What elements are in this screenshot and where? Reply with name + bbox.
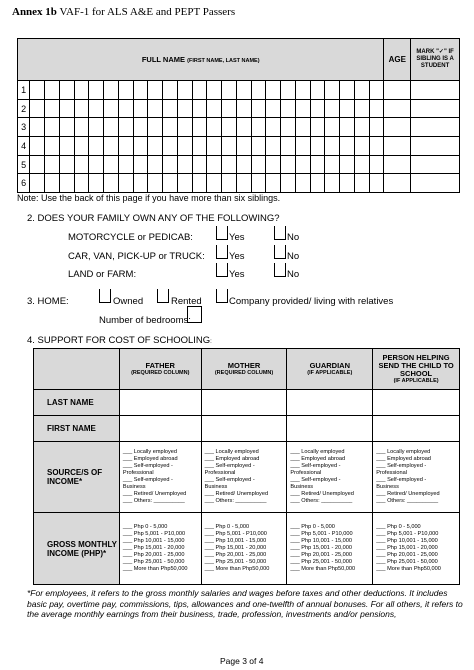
name-letter-box[interactable] — [163, 155, 178, 174]
income-source-option[interactable]: ___ Self-employed - — [122, 477, 173, 483]
helper-last-name-cell[interactable] — [373, 390, 460, 416]
name-letter-box[interactable] — [133, 118, 148, 137]
name-letter-box[interactable] — [192, 174, 207, 193]
name-letter-box[interactable] — [369, 118, 384, 137]
name-letter-box[interactable] — [104, 137, 119, 156]
name-letter-box[interactable] — [281, 155, 296, 174]
name-letter-box[interactable] — [89, 99, 104, 118]
name-letter-box[interactable] — [354, 155, 369, 174]
income-bracket-option[interactable]: ___ Php 5,001 - P10,000 — [204, 531, 267, 537]
name-letter-box[interactable] — [281, 99, 296, 118]
income-bracket-option[interactable]: ___ Php 10,001 - 15,000 — [290, 538, 352, 544]
name-letter-box[interactable] — [30, 81, 45, 100]
name-letter-box[interactable] — [369, 137, 384, 156]
name-letter-box[interactable] — [222, 174, 237, 193]
student-mark-cell[interactable] — [411, 137, 460, 156]
name-letter-box[interactable] — [45, 99, 60, 118]
name-letter-box[interactable] — [236, 174, 251, 193]
motorcycle-no-checkbox[interactable] — [274, 226, 286, 240]
name-letter-box[interactable] — [222, 81, 237, 100]
name-letter-box[interactable] — [59, 118, 74, 137]
mother-column-header: MOTHER (REQUIRED COLUMN) — [201, 349, 287, 390]
name-letter-box[interactable] — [192, 99, 207, 118]
name-letter-box[interactable] — [118, 155, 133, 174]
name-letter-box[interactable] — [222, 155, 237, 174]
name-letter-box[interactable] — [295, 137, 310, 156]
yes-label: Yes — [229, 251, 245, 262]
mother-last-name-cell[interactable] — [201, 390, 287, 416]
sibling-row-number: 1 — [18, 81, 30, 100]
q2-title: 2. DOES YOUR FAMILY OWN ANY OF THE FOLLOWING? — [27, 213, 280, 224]
bedrooms-input[interactable] — [187, 306, 202, 323]
sibling-row — [18, 137, 460, 156]
age-cell[interactable] — [384, 99, 411, 118]
q2-item-land: LAND or FARM: — [68, 269, 137, 280]
name-letter-box[interactable] — [236, 137, 251, 156]
name-letter-box[interactable] — [281, 118, 296, 137]
name-letter-box[interactable] — [89, 118, 104, 137]
name-letter-box[interactable] — [104, 81, 119, 100]
sibling-row-number: 4 — [18, 137, 30, 156]
income-source-option[interactable]: ___ Locally employed — [122, 449, 177, 455]
no-label: No — [287, 251, 300, 262]
income-bracket-option[interactable]: ___ Php 15,001 - 20,000 — [376, 545, 438, 551]
income-bracket-option[interactable]: ___ Php 20,001 - 25,000 — [204, 552, 267, 558]
name-letter-box[interactable] — [310, 137, 325, 156]
home-company-checkbox[interactable] — [216, 289, 228, 303]
income-source-option[interactable]: Business — [376, 484, 399, 490]
name-letter-box[interactable] — [89, 155, 104, 174]
income-bracket-option[interactable]: ___ Php 10,001 - 15,000 — [376, 538, 438, 544]
name-letter-box[interactable] — [207, 81, 222, 100]
helper-first-name-cell[interactable] — [373, 416, 460, 442]
name-letter-box[interactable] — [163, 137, 178, 156]
name-letter-box[interactable] — [148, 137, 163, 156]
income-source-option[interactable]: Professional — [376, 470, 407, 476]
income-source-option[interactable]: ___ Employed abroad — [122, 456, 178, 462]
name-letter-box[interactable] — [133, 155, 148, 174]
first-name-row — [34, 416, 460, 442]
name-letter-box[interactable] — [45, 155, 60, 174]
student-mark-cell[interactable] — [411, 174, 460, 193]
name-letter-box[interactable] — [118, 81, 133, 100]
name-letter-box[interactable] — [74, 99, 89, 118]
income-bracket-option[interactable]: ___ Php 10,001 - 15,000 — [122, 538, 185, 544]
student-mark-cell[interactable] — [411, 81, 460, 100]
name-letter-box[interactable] — [369, 81, 384, 100]
first-name-label: FIRST NAME — [34, 416, 120, 442]
name-letter-box[interactable] — [251, 118, 266, 137]
mother-first-name-cell[interactable] — [201, 416, 287, 442]
full-name-header: FULL NAME (FIRST NAME, LAST NAME) — [18, 39, 384, 81]
sibling-row-number: 5 — [18, 155, 30, 174]
name-letter-box[interactable] — [148, 155, 163, 174]
page-number: Page 3 of 4 — [220, 656, 264, 666]
motorcycle-yes-checkbox[interactable] — [216, 226, 228, 240]
income-bracket-option[interactable]: ___ Php 5,001 - P10,000 — [376, 531, 439, 537]
father-first-name-cell[interactable] — [119, 416, 201, 442]
name-letter-box[interactable] — [59, 81, 74, 100]
name-letter-box[interactable] — [340, 155, 355, 174]
name-letter-box[interactable] — [30, 99, 45, 118]
name-letter-box[interactable] — [192, 137, 207, 156]
income-bracket-option[interactable]: ___ Php 0 - 5,000 — [290, 524, 335, 530]
name-letter-box[interactable] — [74, 81, 89, 100]
name-letter-box[interactable] — [325, 174, 340, 193]
last-name-row — [34, 390, 460, 416]
name-letter-box[interactable] — [177, 155, 192, 174]
income-source-option[interactable]: ___ Retired/ Unemployed — [376, 491, 440, 497]
sibling-row — [18, 174, 460, 193]
income-source-option[interactable]: ___ Others: __________ — [290, 498, 353, 504]
annex-title: Annex 1b VAF-1 for ALS A&E and PEPT Passers — [12, 6, 236, 18]
income-bracket-option[interactable]: ___ Php 0 - 5,000 — [204, 524, 250, 530]
income-source-option[interactable]: ___ Others: __________ — [122, 498, 185, 504]
name-letter-box[interactable] — [295, 174, 310, 193]
siblings-note: Note: Use the back of this page if you have more than six siblings. — [17, 193, 281, 203]
name-letter-box[interactable] — [340, 137, 355, 156]
name-letter-box[interactable] — [74, 174, 89, 193]
no-label: No — [287, 232, 300, 243]
income-bracket-option[interactable]: ___ Php 25,001 - 50,000 — [204, 559, 267, 565]
income-source-option[interactable]: ___ Self-employed - — [290, 463, 341, 469]
income-bracket-option[interactable]: ___ Php 25,001 - 50,000 — [290, 559, 352, 565]
name-letter-box[interactable] — [325, 137, 340, 156]
name-letter-box[interactable] — [222, 137, 237, 156]
income-source-option[interactable]: Business — [290, 484, 314, 490]
yes-label: Yes — [229, 232, 245, 243]
name-letter-box[interactable] — [89, 81, 104, 100]
car-no-checkbox[interactable] — [274, 245, 286, 259]
name-letter-box[interactable] — [310, 99, 325, 118]
name-letter-box[interactable] — [236, 118, 251, 137]
income-source-option[interactable]: ___ Self-employed - — [204, 463, 255, 469]
name-letter-box[interactable] — [222, 118, 237, 137]
last-name-label: LAST NAME — [34, 390, 120, 416]
name-letter-box[interactable] — [354, 118, 369, 137]
name-letter-box[interactable] — [118, 99, 133, 118]
name-letter-box[interactable] — [30, 118, 45, 137]
income-source-option[interactable]: ___ Self-employed - — [122, 463, 173, 469]
father-column-header: FATHER (REQUIRED COLUMN) — [119, 349, 201, 390]
gross-income-label: GROSS MONTHLY INCOME (PHP)* — [34, 513, 120, 585]
land-yes-checkbox[interactable] — [216, 263, 228, 277]
home-company-label: Company provided/ living with relatives — [229, 296, 394, 307]
name-letter-box[interactable] — [118, 174, 133, 193]
name-letter-box[interactable] — [340, 174, 355, 193]
name-letter-box[interactable] — [74, 155, 89, 174]
name-letter-box[interactable] — [266, 118, 281, 137]
income-bracket-option[interactable]: ___ Php 5,001 - P10,000 — [290, 531, 353, 537]
income-source-option[interactable]: Professional — [204, 470, 236, 476]
name-letter-box[interactable] — [354, 174, 369, 193]
yes-label: Yes — [229, 269, 245, 280]
mother-source-options[interactable] — [201, 442, 287, 513]
income-source-option[interactable]: ___ Employed abroad — [204, 456, 260, 462]
support-table-header — [34, 349, 460, 390]
name-letter-box[interactable] — [266, 155, 281, 174]
source-of-income-label: SOURCE/S OF INCOME* — [34, 442, 120, 513]
income-source-option[interactable]: ___ Self-employed - — [376, 463, 427, 469]
income-bracket-option[interactable]: ___ More than Php50,000 — [122, 566, 188, 572]
name-letter-box[interactable] — [354, 99, 369, 118]
name-letter-box[interactable] — [295, 155, 310, 174]
name-letter-box[interactable] — [177, 174, 192, 193]
name-letter-box[interactable] — [266, 174, 281, 193]
name-letter-box[interactable] — [133, 99, 148, 118]
name-letter-box[interactable] — [74, 118, 89, 137]
income-source-option[interactable]: Professional — [122, 470, 154, 476]
age-header: AGE — [384, 39, 411, 81]
name-letter-box[interactable] — [133, 81, 148, 100]
name-letter-box[interactable] — [118, 137, 133, 156]
income-bracket-option[interactable]: ___ Php 15,001 - 20,000 — [290, 545, 352, 551]
name-letter-box[interactable] — [118, 118, 133, 137]
name-letter-box[interactable] — [354, 81, 369, 100]
name-letter-box[interactable] — [148, 99, 163, 118]
sibling-row-number: 3 — [18, 118, 30, 137]
income-bracket-option[interactable]: ___ Php 20,001 - 25,000 — [376, 552, 438, 558]
father-last-name-cell[interactable] — [119, 390, 201, 416]
name-letter-box[interactable] — [59, 137, 74, 156]
sibling-row-number: 6 — [18, 174, 30, 193]
income-source-option[interactable]: ___ Locally employed — [376, 449, 431, 455]
q2-item-motorcycle: MOTORCYCLE or PEDICAB: — [68, 232, 193, 243]
name-letter-box[interactable] — [251, 99, 266, 118]
income-bracket-option[interactable]: ___ Php 5,001 - P10,000 — [122, 531, 186, 537]
income-source-option[interactable]: ___ Retired/ Unemployed — [290, 491, 354, 497]
name-letter-box[interactable] — [325, 155, 340, 174]
income-bracket-option[interactable]: ___ Php 20,001 - 25,000 — [122, 552, 185, 558]
name-letter-box[interactable] — [369, 174, 384, 193]
income-source-option[interactable]: ___ Employed abroad — [290, 456, 346, 462]
name-letter-box[interactable] — [163, 81, 178, 100]
father-source-options[interactable] — [119, 442, 201, 513]
no-label: No — [287, 269, 300, 280]
age-cell[interactable] — [384, 155, 411, 174]
name-letter-box[interactable] — [222, 99, 237, 118]
name-letter-box[interactable] — [281, 81, 296, 100]
income-bracket-option[interactable]: ___ Php 0 - 5,000 — [122, 524, 168, 530]
guardian-first-name-cell[interactable] — [287, 416, 373, 442]
q2-item-car: CAR, VAN, PICK-UP or TRUCK: — [68, 251, 205, 262]
income-source-option[interactable]: Business — [122, 484, 146, 490]
name-letter-box[interactable] — [133, 137, 148, 156]
name-letter-box[interactable] — [310, 155, 325, 174]
income-bracket-option[interactable]: ___ Php 0 - 5,000 — [376, 524, 421, 530]
helper-gross-options[interactable] — [373, 513, 460, 585]
age-cell[interactable] — [384, 81, 411, 100]
name-letter-box[interactable] — [30, 155, 45, 174]
name-letter-box[interactable] — [89, 174, 104, 193]
name-letter-box[interactable] — [192, 155, 207, 174]
name-letter-box[interactable] — [325, 81, 340, 100]
sibling-row — [18, 81, 460, 100]
name-letter-box[interactable] — [207, 99, 222, 118]
sibling-table-header — [18, 39, 460, 81]
student-mark-cell[interactable] — [411, 155, 460, 174]
student-mark-header: MARK "✓" IF SIBLING IS A STUDENT — [411, 39, 460, 81]
income-bracket-option[interactable]: ___ More than Php50,000 — [290, 566, 356, 572]
sibling-row — [18, 118, 460, 137]
income-bracket-option[interactable]: ___ More than Php50,000 — [376, 566, 441, 572]
income-source-option[interactable]: ___ Self-employed - — [204, 477, 255, 483]
name-letter-box[interactable] — [45, 174, 60, 193]
guardian-gross-options[interactable] — [287, 513, 373, 585]
name-letter-box[interactable] — [74, 137, 89, 156]
age-cell[interactable] — [384, 118, 411, 137]
home-rented-label: Rented — [171, 296, 202, 307]
student-mark-cell[interactable] — [411, 99, 460, 118]
name-letter-box[interactable] — [310, 81, 325, 100]
name-letter-box[interactable] — [295, 118, 310, 137]
name-letter-box[interactable] — [177, 81, 192, 100]
income-bracket-option[interactable]: ___ Php 15,001 - 20,000 — [122, 545, 185, 551]
income-bracket-option[interactable]: ___ Php 20,001 - 25,000 — [290, 552, 352, 558]
father-gross-options[interactable] — [119, 513, 201, 585]
sibling-row — [18, 99, 460, 118]
name-letter-box[interactable] — [236, 99, 251, 118]
name-letter-box[interactable] — [340, 81, 355, 100]
income-source-option[interactable]: ___ Locally employed — [204, 449, 259, 455]
name-letter-box[interactable] — [310, 174, 325, 193]
income-source-option[interactable]: Business — [204, 484, 228, 490]
income-source-option[interactable]: ___ Others: __________ — [204, 498, 267, 504]
income-bracket-option[interactable]: ___ More than Php50,000 — [204, 566, 270, 572]
name-letter-box[interactable] — [325, 118, 340, 137]
name-letter-box[interactable] — [177, 99, 192, 118]
name-letter-box[interactable] — [207, 137, 222, 156]
name-letter-box[interactable] — [148, 118, 163, 137]
name-letter-box[interactable] — [251, 155, 266, 174]
name-letter-box[interactable] — [133, 174, 148, 193]
income-bracket-option[interactable]: ___ Php 10,001 - 15,000 — [204, 538, 267, 544]
name-letter-box[interactable] — [163, 118, 178, 137]
income-footnote: *For employees, it refers to the gross monthly salaries and wages before taxes and other deductions. It includes basic pay, overtime pay, commissions, tips, allowances and one-twelfth of annual bonuses. For all others, it refers to the average monthly earnings from their business, trade, profession, investments and/or pensions, — [27, 588, 463, 619]
name-letter-box[interactable] — [295, 81, 310, 100]
name-letter-box[interactable] — [177, 137, 192, 156]
income-source-option[interactable]: ___ Employed abroad — [376, 456, 431, 462]
name-letter-box[interactable] — [340, 99, 355, 118]
sibling-row-number: 2 — [18, 99, 30, 118]
name-letter-box[interactable] — [104, 174, 119, 193]
home-rented-checkbox[interactable] — [157, 289, 169, 303]
name-letter-box[interactable] — [369, 99, 384, 118]
guardian-source-options[interactable] — [287, 442, 373, 513]
name-letter-box[interactable] — [207, 174, 222, 193]
name-letter-box[interactable] — [148, 81, 163, 100]
name-letter-box[interactable] — [104, 118, 119, 137]
name-letter-box[interactable] — [30, 137, 45, 156]
name-letter-box[interactable] — [354, 137, 369, 156]
name-letter-box[interactable] — [325, 99, 340, 118]
name-letter-box[interactable] — [104, 99, 119, 118]
q4-title: 4. SUPPORT FOR COST OF SCHOOLING: — [27, 335, 212, 346]
name-letter-box[interactable] — [163, 99, 178, 118]
guardian-column-header: GUARDIAN (IF APPLICABLE) — [287, 349, 373, 390]
name-letter-box[interactable] — [236, 81, 251, 100]
name-letter-box[interactable] — [59, 99, 74, 118]
income-source-option[interactable]: ___ Retired/ Unemployed — [204, 491, 269, 497]
helper-source-options[interactable] — [373, 442, 460, 513]
name-letter-box[interactable] — [295, 99, 310, 118]
home-owned-label: Owned — [113, 296, 144, 307]
name-letter-box[interactable] — [310, 118, 325, 137]
name-letter-box[interactable] — [104, 155, 119, 174]
name-letter-box[interactable] — [45, 118, 60, 137]
name-letter-box[interactable] — [251, 174, 266, 193]
name-letter-box[interactable] — [266, 99, 281, 118]
name-letter-box[interactable] — [266, 81, 281, 100]
helper-column-header: PERSON HELPING SEND THE CHILD TO SCHOOL (IF APPLICABLE) — [373, 349, 460, 390]
income-source-option[interactable]: Professional — [290, 470, 322, 476]
guardian-last-name-cell[interactable] — [287, 390, 373, 416]
name-letter-box[interactable] — [163, 174, 178, 193]
name-letter-box[interactable] — [281, 137, 296, 156]
name-letter-box[interactable] — [251, 137, 266, 156]
income-source-option[interactable]: ___ Others: __________ — [376, 498, 439, 504]
income-bracket-option[interactable]: ___ Php 25,001 - 50,000 — [122, 559, 185, 565]
name-letter-box[interactable] — [59, 155, 74, 174]
land-no-checkbox[interactable] — [274, 263, 286, 277]
home-owned-checkbox[interactable] — [99, 289, 111, 303]
name-letter-box[interactable] — [266, 137, 281, 156]
source-of-income-row — [34, 442, 460, 513]
income-bracket-option[interactable]: ___ Php 25,001 - 50,000 — [376, 559, 438, 565]
bedrooms-label: Number of bedrooms: — [99, 315, 191, 326]
gross-income-row — [34, 513, 460, 585]
mother-gross-options[interactable] — [201, 513, 287, 585]
name-letter-box[interactable] — [192, 118, 207, 137]
sibling-row — [18, 155, 460, 174]
name-letter-box[interactable] — [45, 137, 60, 156]
name-letter-box[interactable] — [340, 118, 355, 137]
income-source-option[interactable]: ___ Self-employed - — [376, 477, 427, 483]
name-letter-box[interactable] — [207, 155, 222, 174]
income-source-option[interactable]: ___ Locally employed — [290, 449, 345, 455]
name-letter-box[interactable] — [369, 155, 384, 174]
name-letter-box[interactable] — [281, 174, 296, 193]
age-cell[interactable] — [384, 174, 411, 193]
name-letter-box[interactable] — [251, 81, 266, 100]
car-yes-checkbox[interactable] — [216, 245, 228, 259]
age-cell[interactable] — [384, 137, 411, 156]
income-source-option[interactable]: ___ Self-employed - — [290, 477, 341, 483]
sibling-table — [17, 38, 460, 193]
name-letter-box[interactable] — [207, 118, 222, 137]
q3-title: 3. HOME: — [27, 296, 69, 307]
name-letter-box[interactable] — [59, 174, 74, 193]
student-mark-cell[interactable] — [411, 118, 460, 137]
name-letter-box[interactable] — [30, 174, 45, 193]
name-letter-box[interactable] — [148, 174, 163, 193]
income-bracket-option[interactable]: ___ Php 15,001 - 20,000 — [204, 545, 267, 551]
name-letter-box[interactable] — [89, 137, 104, 156]
income-source-option[interactable]: ___ Retired/ Unemployed — [122, 491, 187, 497]
support-table — [33, 348, 460, 585]
name-letter-box[interactable] — [177, 118, 192, 137]
name-letter-box[interactable] — [45, 81, 60, 100]
name-letter-box[interactable] — [192, 81, 207, 100]
name-letter-box[interactable] — [236, 155, 251, 174]
